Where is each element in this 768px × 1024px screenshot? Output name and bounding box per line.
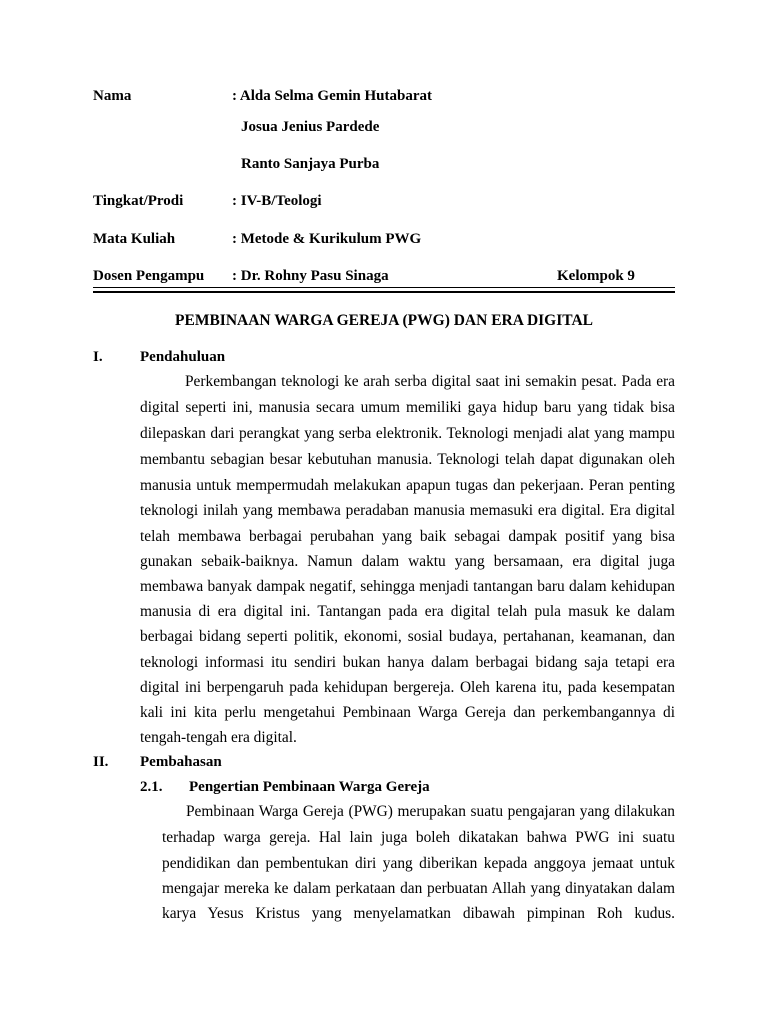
- section-1-line: berbagai bidang seperti politik, ekonomi, sosial budaya, pertahanan, keamanan, dan: [140, 628, 675, 645]
- header-divider-thick: [93, 291, 675, 293]
- section-2-line: terhadap warga gereja. Hal lain juga boleh dikatakan bahwa PWG ini suatu: [162, 829, 675, 846]
- subsection-2-1-number: 2.1.: [140, 779, 163, 795]
- section-1-heading: Pendahuluan: [140, 349, 226, 365]
- section-2-number: II.: [93, 754, 109, 770]
- document-title: PEMBINAAN WARGA GEREJA (PWG) DAN ERA DIGITAL: [175, 312, 593, 329]
- section-2-heading: Pembahasan: [140, 754, 222, 770]
- dosen-label: Dosen Pengampu: [93, 268, 205, 284]
- section-1-line: manusia di era digital ini. Tantangan pada era digital telah pula masuk ke dalam: [140, 603, 675, 620]
- section-2-line: pendidikan dan pembentukan diri yang diberikan kepada anggoya jemaat untuk: [162, 855, 675, 872]
- matkul-label: Mata Kuliah: [93, 231, 176, 247]
- dosen-value: : Dr. Rohny Pasu Sinaga: [232, 268, 389, 284]
- section-1-line: digital ini berpengaruh pada kehidupan bergereja. Oleh karena itu, pada kesempatan: [140, 679, 675, 696]
- header-divider-thin: [93, 287, 675, 288]
- tingkat-value: : IV-B/Teologi: [232, 193, 322, 209]
- section-1-line: Perkembangan teknologi ke arah serba digital saat ini semakin pesat. Pada era: [185, 373, 675, 390]
- nama-value-3: Ranto Sanjaya Purba: [241, 156, 380, 172]
- subsection-2-1-heading: Pengertian Pembinaan Warga Gereja: [189, 779, 430, 795]
- section-2-line: karya Yesus Kristus yang menyelamatkan dibawah pimpinan Roh kudus.: [162, 905, 675, 922]
- nama-value-1: : Alda Selma Gemin Hutabarat: [232, 88, 433, 104]
- section-2-line: mengajar mereka ke dalam perkataan dan perbuatan Allah yang dinyatakan dalam: [162, 880, 675, 897]
- section-1-line: teknologi informasi itu sendiri bukan hanya dalam berbagai bidang saja tetapi era: [140, 654, 675, 671]
- tingkat-label: Tingkat/Prodi: [93, 193, 184, 209]
- section-1-line: membantu sebagian besar kebutuhan manusia. Teknologi telah dapat digunakan oleh: [140, 451, 675, 468]
- nama-value-2: Josua Jenius Pardede: [241, 119, 380, 135]
- nama-label: Nama: [93, 88, 132, 104]
- section-1-line: tengah-tengah era digital.: [140, 729, 297, 746]
- section-1-line: membawa banyak dampak negatif, sehingga menjadi tantangan baru dalam kehidupan: [140, 578, 675, 595]
- section-1-line: digital seperti ini, manusia secara umum memiliki gaya hidup baru yang tidak bisa: [140, 399, 675, 416]
- kelompok-label: Kelompok 9: [557, 268, 635, 284]
- section-1-line: teknologi inilah yang membawa peradaban manusia memasuki era digital. Era digital: [140, 502, 675, 519]
- section-1-line: kali ini kita perlu mengetahui Pembinaan Warga Gereja dan perkembangannya di: [140, 704, 675, 721]
- section-1-line: dilepaskan dari perangkat yang serba elektronik. Teknologi menjadi alat yang mampu: [140, 425, 675, 442]
- section-1-line: telah membawa berbagai perubahan yang baik sebagai dampak positif yang bisa: [140, 528, 675, 545]
- section-1-line: gunakan sebaik-baiknya. Namun dalam waktu yang bersamaan, era digital juga: [140, 553, 675, 570]
- section-2-line: Pembinaan Warga Gereja (PWG) merupakan suatu pengajaran yang dilakukan: [186, 803, 675, 820]
- matkul-value: : Metode & Kurikulum PWG: [232, 231, 422, 247]
- section-1-line: manusia untuk mempermudah melakukan apapun tugas dan pekerjaan. Peran penting: [140, 477, 675, 494]
- section-1-number: I.: [93, 349, 103, 365]
